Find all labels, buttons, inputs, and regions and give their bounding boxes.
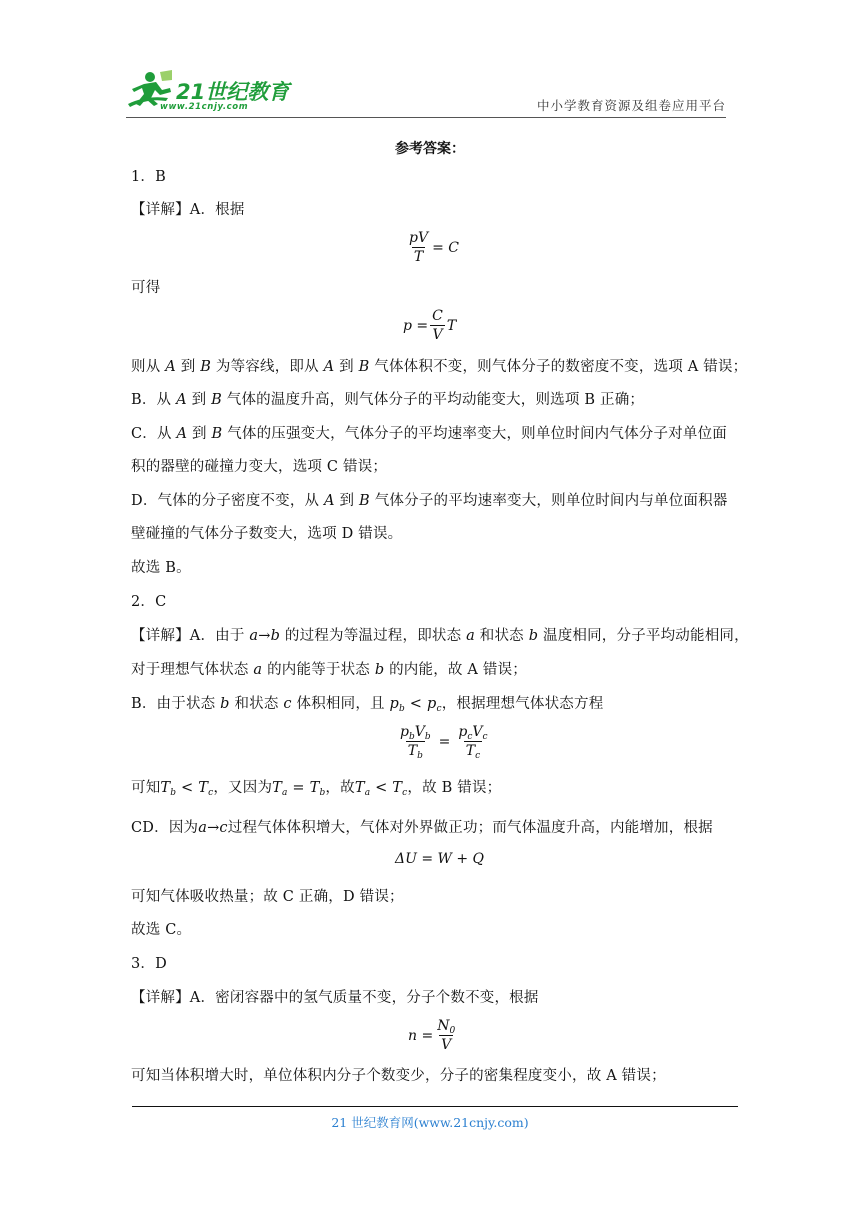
formula-pv-over-t xyxy=(405,229,459,266)
formula-first-law-text: ΔU = W + Q xyxy=(395,851,485,867)
answer-1-line-6: 积的器壁的碰撞力变大，选项 C 错误； xyxy=(131,459,388,475)
formula-denominator: V xyxy=(432,327,443,343)
answer-3-number: 3．D xyxy=(131,956,167,972)
formula-lhs: n = xyxy=(408,1027,434,1044)
formula-rhs: = C xyxy=(432,239,459,256)
answer-1-line-3: 则从 A 到 B 为等容线，即从 A 到 B 气体体积不变，则气体分子的数密度不变，选项 A 错误； xyxy=(131,359,748,375)
answer-2-line-7: 故选 C。 xyxy=(131,922,192,938)
answer-3-line-2: 可知当体积增大时，单位体积内分子个数变少，分子的密集程度变小，故 A 错误； xyxy=(131,1068,666,1084)
answer-1-line-2: 可得 xyxy=(131,280,161,296)
formula-numerator: pV xyxy=(409,230,429,246)
formula-denominator: T xyxy=(413,249,424,265)
answer-1-line-5: C．从 A 到 B 气体的压强变大，气体分子的平均速率变大，则单位时间内气体分子对单位面 xyxy=(131,426,727,442)
formula-ideal-gas-state: $\frac{p_bV_b}{T_b}$ = $\frac{p_cV_c}{T_c}$ xyxy=(400,724,488,761)
platform-name: 中小学教育资源及组卷应用平台 xyxy=(536,98,726,113)
answers-title: 参考答案： xyxy=(395,141,465,157)
answer-1-line-1: 【详解】A．根据 xyxy=(131,202,245,218)
answer-2-line-6: 可知气体吸收热量；故 C 正确，D 错误； xyxy=(131,889,404,905)
answer-1-number: 1．B xyxy=(131,169,166,185)
formula-n-over-v: n = $\frac{N_0}{V}$ xyxy=(408,1018,456,1053)
formula-lhs: p = xyxy=(403,317,429,334)
formula-numerator: C xyxy=(432,308,443,324)
footer-link[interactable]: 21 世纪教育网(www.21cnjy.com) xyxy=(331,1115,529,1130)
logo-url: www.21cnjy.com xyxy=(160,102,249,112)
formula-rhs: T xyxy=(446,317,457,334)
answer-2-line-2: 对于理想气体状态 a 的内能等于状态 b 的内能，故 A 错误； xyxy=(131,662,527,678)
answer-1-line-9: 故选 B。 xyxy=(131,560,191,576)
answer-3-line-1: 【详解】A．密闭容器中的氢气质量不变，分子个数不变，根据 xyxy=(131,990,539,1006)
answer-2-line-1: 【详解】A．由于 a→b 的过程为等温过程，即状态 a 和状态 b 温度相同，分子平均动能相同， xyxy=(131,628,749,644)
answer-2-line-4: 可知$T_b < T_c$，又因为$T_a = T_b$，故$T_a < T_c$，故 B 错误； xyxy=(131,780,502,798)
answer-1-line-7: D．气体的分子密度不变，从 A 到 B 气体分子的平均速率变大，则单位时间内与单位面积器 xyxy=(131,493,728,509)
answer-1-line-8: 壁碰撞的气体分子数变大，选项 D 错误。 xyxy=(131,526,403,542)
formula-p-c-over-v-t xyxy=(403,307,456,344)
answer-1-line-4: B．从 A 到 B 气体的温度升高，则气体分子的平均动能变大，则选项 B 正确； xyxy=(131,392,645,408)
footer-divider xyxy=(132,1106,738,1107)
logo-text: 21世纪教育 xyxy=(176,80,290,104)
answer-2-line-5: CD．因为a→c过程气体体积增大，气体对外界做正功；而气体温度升高，内能增加，根据 xyxy=(131,820,713,836)
answer-2-line-3: B．由于状态 b 和状态 c 体积相同，且 $p_b < p_c$，根据理想气体状态方程 xyxy=(131,696,604,714)
header-divider xyxy=(126,117,726,118)
answer-2-number: 2．C xyxy=(131,594,167,610)
formula-first-law xyxy=(395,851,484,867)
